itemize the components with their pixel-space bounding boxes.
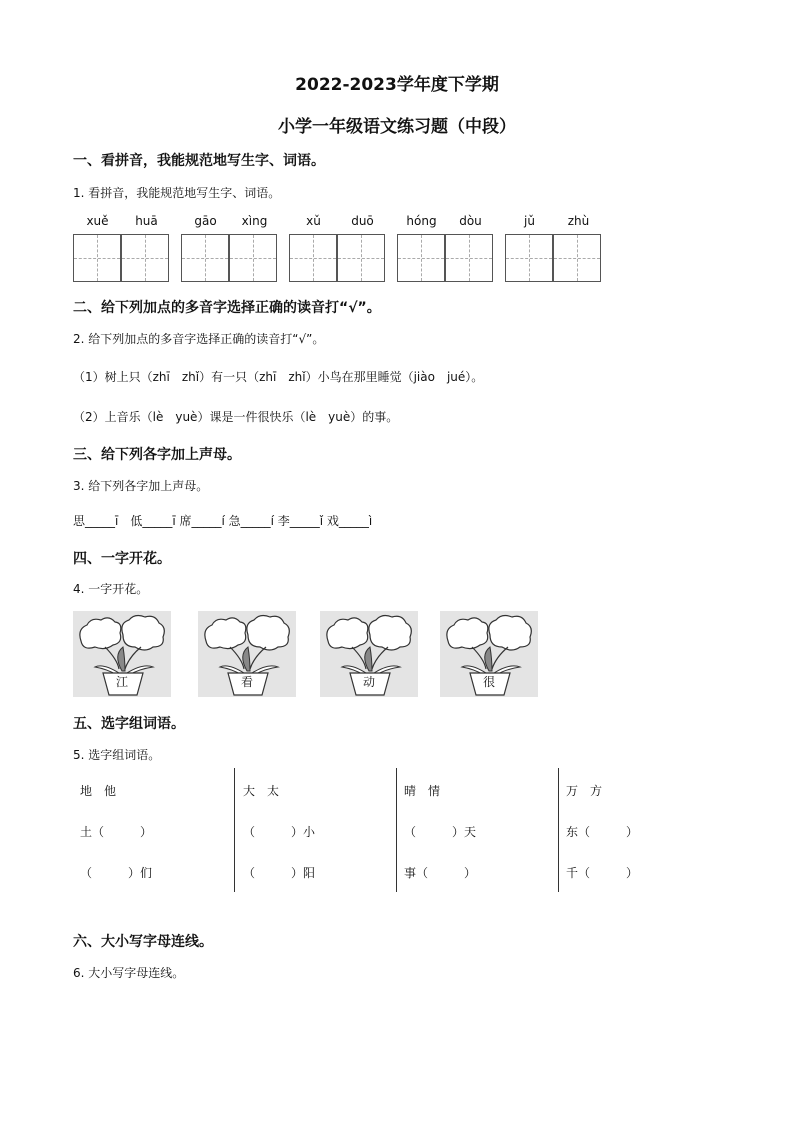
- page-title: 2022-2023学年度下学期: [295, 75, 499, 95]
- page-subtitle: 小学一年级语文练习题（中段）: [278, 117, 516, 137]
- flower-pot-character: 看: [240, 675, 253, 689]
- pinyin-label: gāo: [194, 214, 217, 228]
- word-blank[interactable]: 事（ ）: [404, 866, 477, 880]
- pinyin-group: [73, 214, 171, 284]
- writing-cell[interactable]: [397, 234, 445, 282]
- pinyin-label: xìng: [241, 214, 268, 228]
- pinyin-label: xǔ: [306, 214, 321, 228]
- word-blank[interactable]: （ ）天: [404, 825, 477, 839]
- question-6: 6. 大小写字母连线。: [73, 966, 185, 980]
- word-blank[interactable]: （ ）阳: [243, 866, 316, 880]
- flower-pot-character: 江: [115, 675, 128, 689]
- question-4: 4. 一字开花。: [73, 582, 149, 596]
- word-blank[interactable]: 土（ ）: [80, 825, 153, 839]
- writing-cell[interactable]: [181, 234, 229, 282]
- table-divider: [234, 768, 235, 892]
- flower-picture: [320, 611, 418, 697]
- writing-cell[interactable]: [505, 234, 553, 282]
- section-3-heading: 三、给下列各字加上声母。: [73, 447, 241, 463]
- question-3: 3. 给下列各字加上声母。: [73, 479, 209, 493]
- pinyin-label: hóng: [406, 214, 437, 228]
- writing-cell[interactable]: [229, 234, 277, 282]
- flower-picture: [440, 611, 538, 697]
- flower-picture: [198, 611, 296, 697]
- word-blank[interactable]: （ ）们: [80, 866, 153, 880]
- initials-fill-line[interactable]: 思_____ī 低_____ī 席_____í 急_____í 李_____ǐ 戏_____ì: [73, 514, 373, 528]
- pinyin-group: [505, 214, 603, 284]
- section-5-heading: 五、选字组词语。: [73, 716, 185, 732]
- writing-cell[interactable]: [445, 234, 493, 282]
- flower-picture: [73, 611, 171, 697]
- word-blank[interactable]: 东（ ）: [566, 825, 639, 839]
- flower-pot-character: 很: [482, 675, 495, 689]
- section-4-heading: 四、一字开花。: [73, 551, 171, 567]
- question-2: 2. 给下列加点的多音字选择正确的读音打“√”。: [73, 332, 325, 346]
- writing-cell[interactable]: [73, 234, 121, 282]
- word-blank[interactable]: 千（ ）: [566, 866, 639, 880]
- writing-cell[interactable]: [337, 234, 385, 282]
- section-6-heading: 六、大小写字母连线。: [73, 934, 213, 950]
- pinyin-group: [181, 214, 279, 284]
- writing-cell[interactable]: [289, 234, 337, 282]
- table-divider: [558, 768, 559, 892]
- pinyin-label: zhù: [567, 214, 590, 228]
- word-choice-pair: 地 他: [80, 784, 117, 798]
- pinyin-label: xuě: [86, 214, 109, 228]
- word-choice-pair: 晴 情: [404, 784, 441, 798]
- polyphone-line-2: （2）上音乐（lè yuè）课是一件很快乐（lè yuè）的事。: [73, 410, 399, 424]
- question-5: 5. 选字组词语。: [73, 748, 161, 762]
- pinyin-label: jǔ: [524, 214, 535, 228]
- word-blank[interactable]: （ ）小: [243, 825, 316, 839]
- flower-pot-character: 动: [362, 675, 375, 689]
- question-1: 1. 看拼音，我能规范地写生字、词语。: [73, 186, 281, 200]
- word-choice-pair: 大 太: [243, 784, 280, 798]
- pinyin-grid-row: [73, 214, 613, 286]
- writing-cell[interactable]: [121, 234, 169, 282]
- pinyin-label: duō: [351, 214, 374, 228]
- pinyin-label: huā: [135, 214, 158, 228]
- section-1-heading: 一、看拼音，我能规范地写生字、词语。: [73, 153, 325, 169]
- polyphone-line-1: （1）树上只（zhī zhǐ）有一只（zhī zhǐ）小鸟在那里睡觉（jiào jué）。: [73, 370, 484, 384]
- pinyin-group: [289, 214, 387, 284]
- word-choice-pair: 万 方: [566, 784, 603, 798]
- pinyin-label: dòu: [459, 214, 482, 228]
- table-divider: [396, 768, 397, 892]
- section-2-heading: 二、给下列加点的多音字选择正确的读音打“√”。: [73, 300, 381, 316]
- writing-cell[interactable]: [553, 234, 601, 282]
- pinyin-group: [397, 214, 495, 284]
